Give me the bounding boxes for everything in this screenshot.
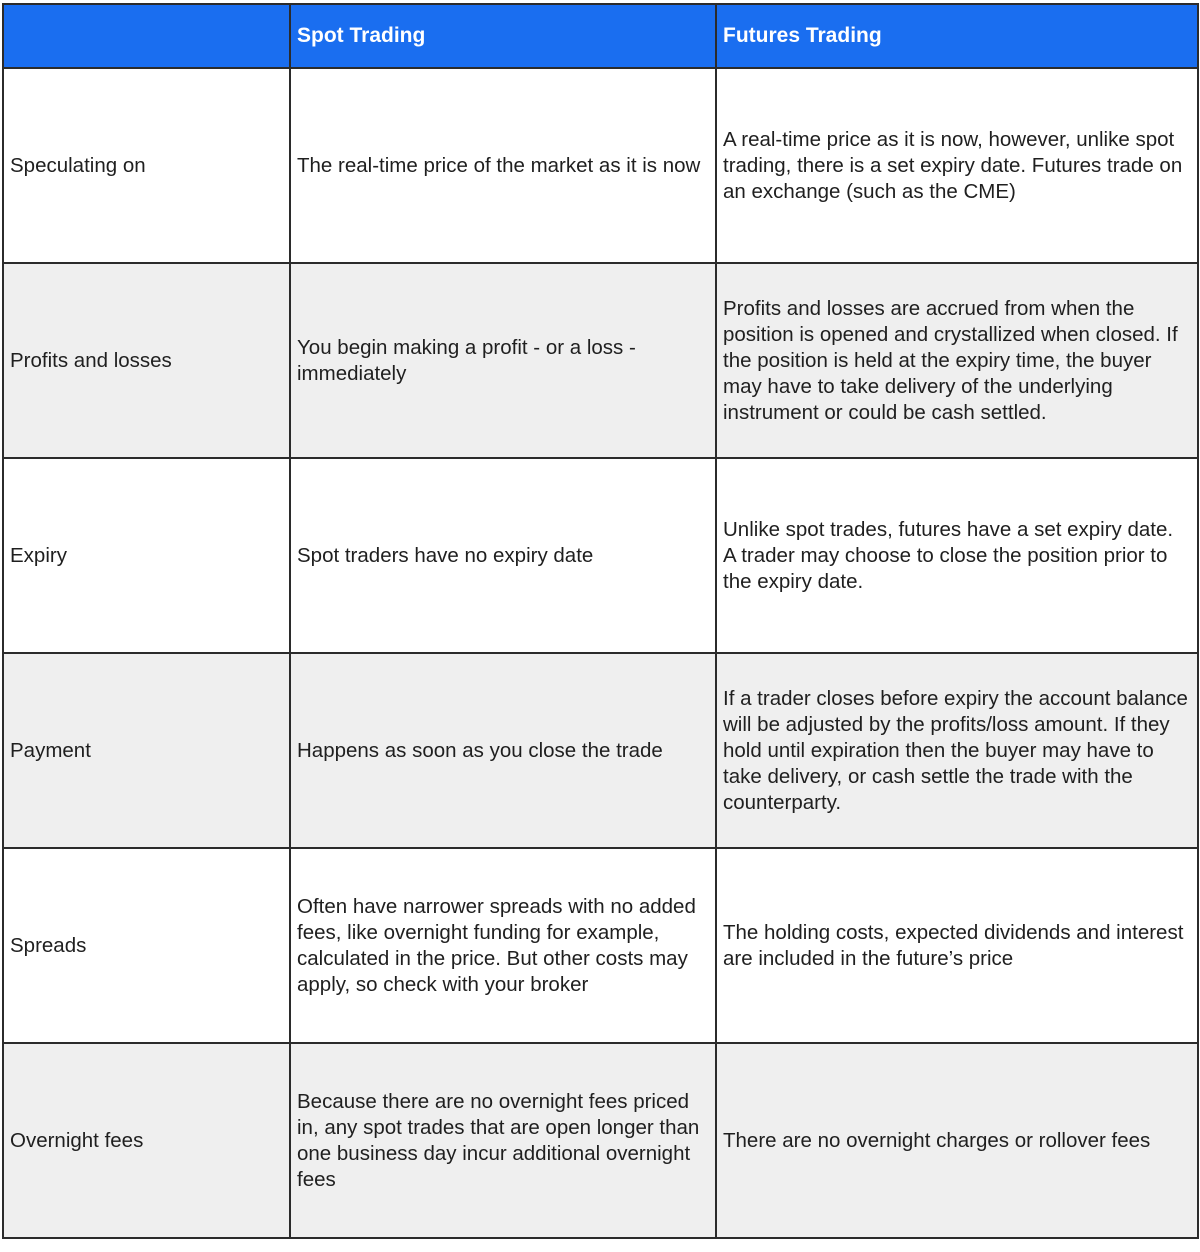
comparison-table-container	[2, 3, 1197, 1239]
row-label: Speculating on	[3, 68, 290, 263]
spot-cell: The real-time price of the market as it is now	[290, 68, 716, 263]
spot-cell: Spot traders have no expiry date	[290, 458, 716, 653]
header-spot-trading: Spot Trading	[290, 4, 716, 68]
futures-cell: Unlike spot trades, futures have a set expiry date. A trader may choose to close the position prior to the expiry date.	[716, 458, 1198, 653]
futures-cell: A real-time price as it is now, however, unlike spot trading, there is a set expiry date. Futures trade on an exchange (such as the CME)	[716, 68, 1198, 263]
row-label: Spreads	[3, 848, 290, 1043]
header-row	[3, 4, 1198, 68]
table-row-overnight-fees	[3, 1043, 1198, 1238]
table-row-expiry	[3, 458, 1198, 653]
header-empty-cell	[3, 4, 290, 68]
futures-cell: If a trader closes before expiry the account balance will be adjusted by the profits/loss amount. If they hold until expiration then the buyer may have to take delivery, or cash settle the trade with the counterparty.	[716, 653, 1198, 848]
spot-cell: You begin making a profit - or a loss - immediately	[290, 263, 716, 458]
header-futures-trading: Futures Trading	[716, 4, 1198, 68]
table-row-profits-and-losses	[3, 263, 1198, 458]
futures-cell: Profits and losses are accrued from when the position is opened and crystallized when closed. If the position is held at the expiry time, the buyer may have to take delivery of the underlying instrument or could be cash settled.	[716, 263, 1198, 458]
row-label: Payment	[3, 653, 290, 848]
row-label: Overnight fees	[3, 1043, 290, 1238]
spot-cell: Happens as soon as you close the trade	[290, 653, 716, 848]
table-row-spreads	[3, 848, 1198, 1043]
table-row-speculating-on	[3, 68, 1198, 263]
row-label: Profits and losses	[3, 263, 290, 458]
futures-cell: The holding costs, expected dividends and interest are included in the future’s price	[716, 848, 1198, 1043]
spot-vs-futures-table	[2, 3, 1199, 1239]
spot-cell: Because there are no overnight fees priced in, any spot trades that are open longer than one business day incur additional overnight fees	[290, 1043, 716, 1238]
futures-cell: There are no overnight charges or rollover fees	[716, 1043, 1198, 1238]
row-label: Expiry	[3, 458, 290, 653]
table-row-payment	[3, 653, 1198, 848]
spot-cell: Often have narrower spreads with no added fees, like overnight funding for example, calculated in the price. But other costs may apply, so check with your broker	[290, 848, 716, 1043]
